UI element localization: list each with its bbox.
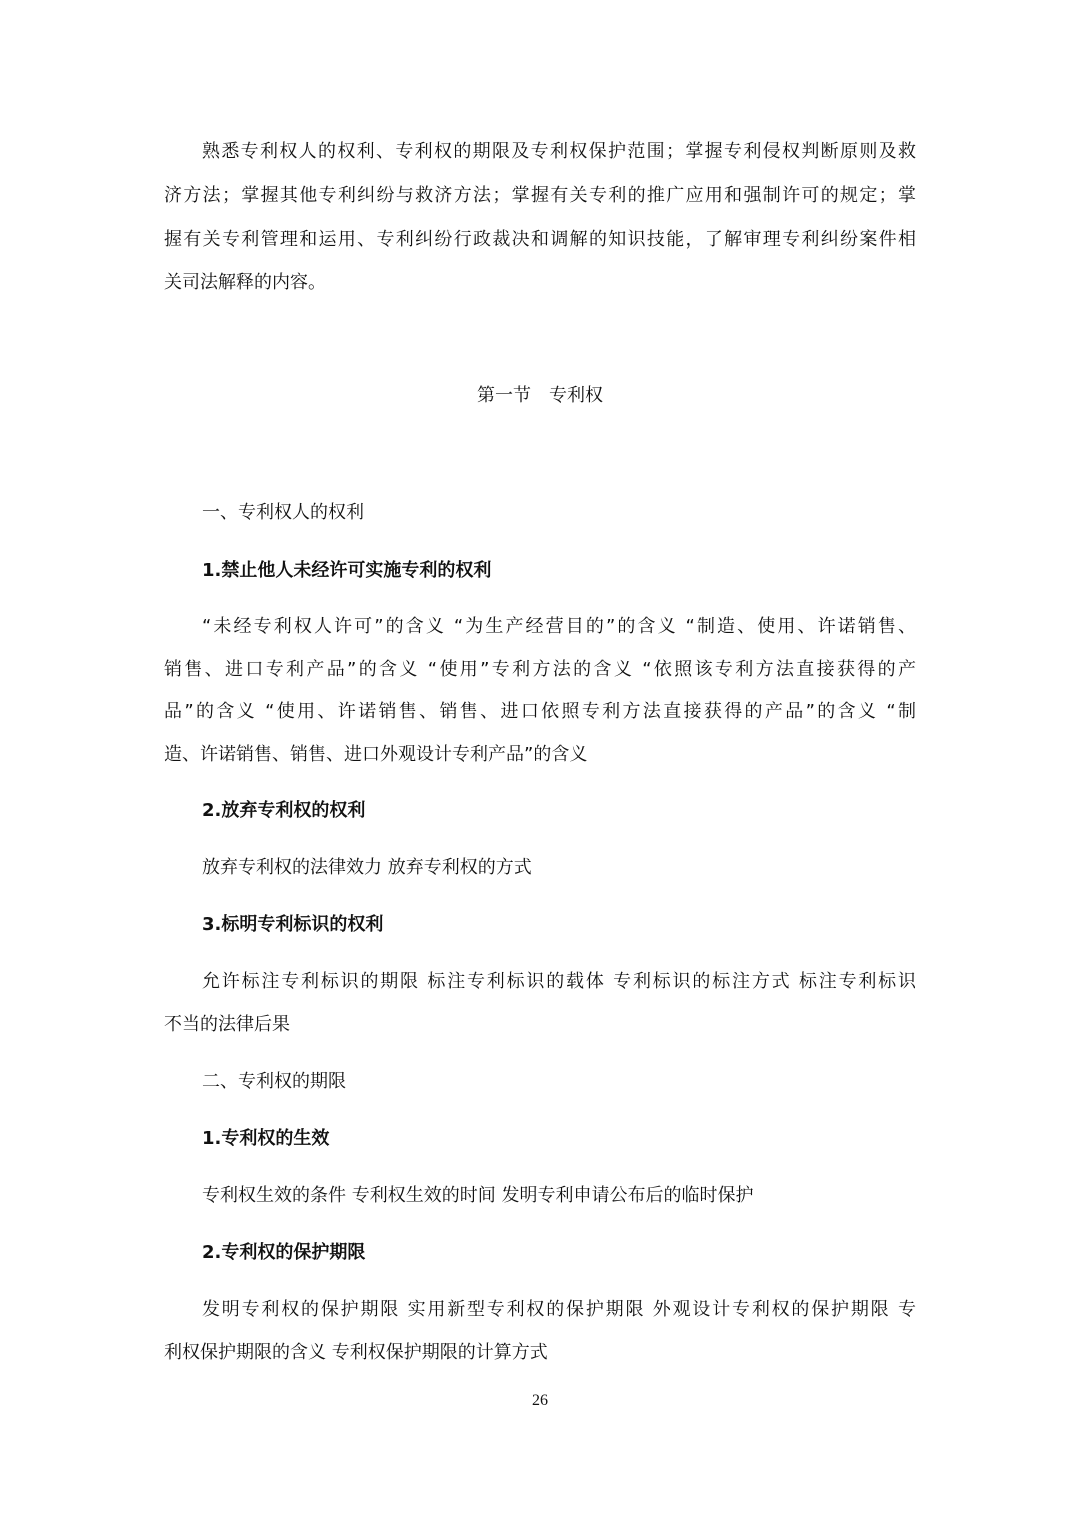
text-line: 放弃专利权的法律效力 放弃专利权的方式 — [202, 857, 532, 878]
text-line: 销售、进口专利产品”的含义 “使用”专利方法的含义 “依照该专利方法直接获得的产 — [164, 659, 916, 680]
text-line: 允许标注专利标识的期限 标注专利标识的载体 专利标识的标注方式 标注专利标识 — [202, 971, 916, 992]
text-line: 关司法解释的内容。 — [164, 272, 326, 293]
subheading-1-2: 2.放弃专利权的权利 — [202, 800, 366, 821]
text-line: 不当的法律后果 — [164, 1014, 290, 1035]
text-line: 济方法；掌握其他专利纠纷与救济方法；掌握有关专利的推广应用和强制许可的规定；掌 — [164, 185, 916, 206]
text-line: 握有关专利管理和运用、专利纠纷行政裁决和调解的知识技能，了解审理专利纠纷案件相 — [164, 229, 916, 250]
heading-part2: 二、专利权的期限 — [202, 1071, 346, 1092]
section-title: 第一节 专利权 — [477, 385, 603, 406]
text-line: 造、许诺销售、销售、进口外观设计专利产品”的含义 — [164, 744, 588, 765]
page-number: 26 — [532, 1392, 548, 1409]
text-line: 发明专利权的保护期限 实用新型专利权的保护期限 外观设计专利权的保护期限 专 — [202, 1299, 916, 1320]
text-line: 利权保护期限的含义 专利权保护期限的计算方式 — [164, 1342, 548, 1363]
text-line: 专利权生效的条件 专利权生效的时间 发明专利申请公布后的临时保护 — [202, 1185, 754, 1206]
subheading-1-3: 3.标明专利标识的权利 — [202, 914, 384, 935]
text-line: 熟悉专利权人的权利、专利权的期限及专利权保护范围；掌握专利侵权判断原则及救 — [202, 141, 916, 162]
text-line: “未经专利权人许可”的含义 “为生产经营目的”的含义 “制造、使用、许诺销售、 — [202, 616, 916, 637]
heading-part1: 一、专利权人的权利 — [202, 502, 364, 523]
subheading-2-1: 1.专利权的生效 — [202, 1128, 330, 1149]
text-line: 品”的含义 “使用、许诺销售、销售、进口依照专利方法直接获得的产品”的含义 “制 — [164, 701, 916, 722]
subheading-1-1: 1.禁止他人未经许可实施专利的权利 — [202, 560, 492, 581]
subheading-2-2: 2.专利权的保护期限 — [202, 1242, 366, 1263]
